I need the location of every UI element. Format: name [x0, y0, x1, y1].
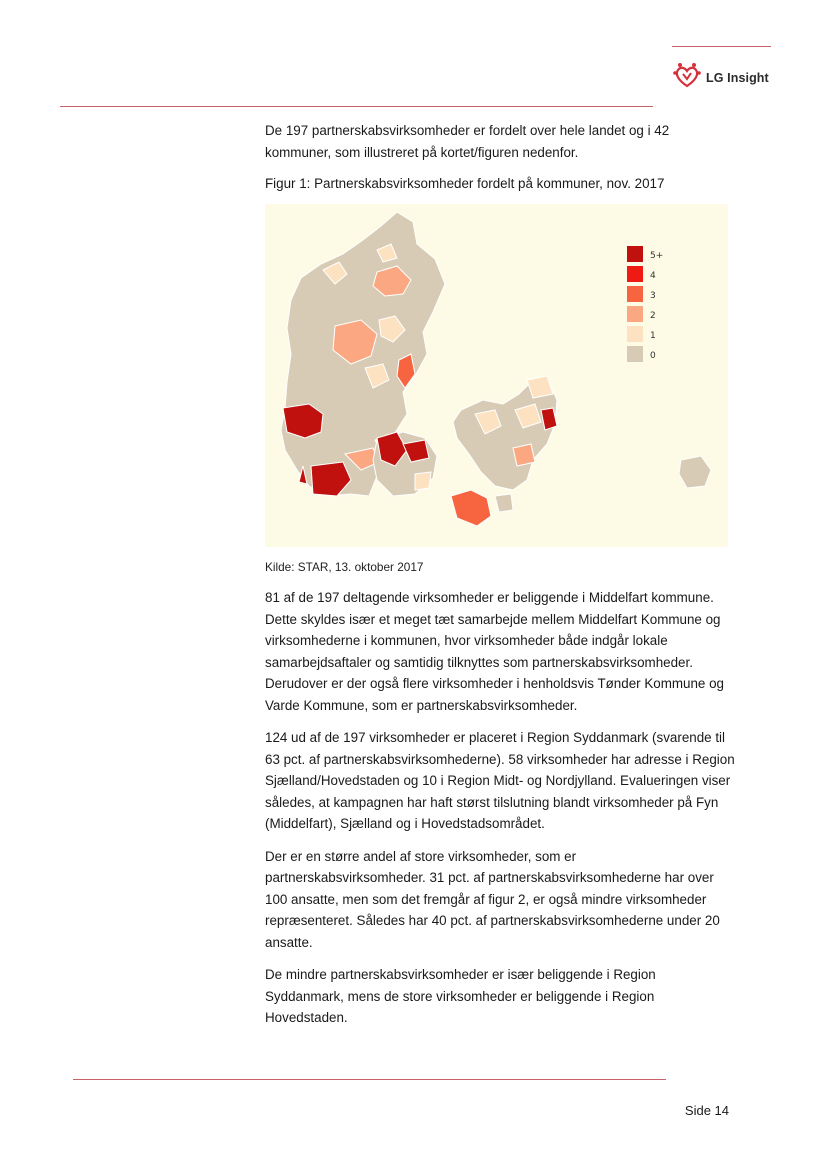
paragraph-4: De mindre partnerskabsvirksomheder er især beliggende i Region Syddanmark, mens de store virksomheder er beliggende i Region Hovedstaden.: [265, 967, 656, 1025]
map-region-svendborg: [415, 472, 431, 490]
legend-label: 1: [650, 331, 656, 341]
legend-label: 3: [650, 291, 656, 301]
lg-insight-logo: [672, 62, 782, 94]
legend-label: 4: [650, 271, 656, 281]
footer-rule: [73, 1079, 666, 1080]
figure-caption: Figur 1: Partnerskabsvirksomheder fordelt på kommuner, nov. 2017: [265, 176, 665, 191]
map-region-koege: [513, 444, 535, 466]
denmark-map: [265, 204, 728, 547]
legend-label: 5+: [650, 251, 664, 261]
legend-label: 0: [650, 351, 656, 361]
map-region-varde: [283, 404, 323, 438]
legend-swatch: [627, 286, 643, 302]
map-region-bornholm: [679, 456, 711, 488]
header-rule-long: [60, 106, 653, 107]
paragraph-3: Der er en større andel af store virksomheder, som er partnerskabsvirksomheder. 31 pct. af partnerskabsvirksomhederne har over 100 ansatte, men som det fremgår af figur 2, er også mindre virksomheder repræsenteret. Således har 40 pct. af partnerskabsvirksomhederne under 20 ansatte.: [265, 848, 720, 950]
legend-swatch: [627, 246, 643, 262]
page-number: Side 14: [684, 1103, 729, 1118]
paragraph-1: 81 af de 197 deltagende virksomheder er beliggende i Middelfart kommune. Dette skyldes især et meget tæt samarbejde mellem Middelfart Kommune og virksomhederne i kommunen, hvor virksomheder både indgår lokale samarbejdsaftaler og samtidig tilknyttes som partnerskabsvirksomheder. Derudover er der også flere virksomheder i henholdsvis Tønder Kommune og Varde Kommune, som er partnerskabsvirksomheder.: [265, 590, 724, 713]
map-region-lolland: [451, 490, 491, 526]
paragraph-2: 124 ud af de 197 virksomheder er placeret i Region Syddanmark (svarende til 63 pct. af partnerskabsvirksomhederne). 58 virksomheder har adresse i Region Sjælland/Hovedstaden og 10 i Region Midt- og Nordjylland. Evalueringen viser således, at kampagnen har haft størst tilslutning blandt virksomheder på Fyn (Middelfart), Sjælland og i Hovedstadsområdet.: [265, 730, 735, 831]
header-rule-short: [672, 46, 771, 47]
legend-label: 2: [650, 311, 656, 321]
legend-swatch: [627, 326, 643, 342]
logo-text: LG Insight: [706, 71, 769, 85]
legend-swatch: [627, 346, 643, 362]
map-region-falster: [495, 494, 513, 512]
denmark-map-figure: [265, 204, 728, 547]
figure-source: Kilde: STAR, 13. oktober 2017: [265, 560, 424, 574]
map-legend: [627, 246, 663, 362]
intro-paragraph: De 197 partnerskabsvirksomheder er fordelt over hele landet og i 42 kommuner, som illustreret på kortet/figuren nedenfor.: [265, 123, 670, 160]
logo-mark-icon: [672, 61, 702, 96]
legend-swatch: [627, 306, 643, 322]
legend-swatch: [627, 266, 643, 282]
main-content: [265, 120, 735, 1040]
